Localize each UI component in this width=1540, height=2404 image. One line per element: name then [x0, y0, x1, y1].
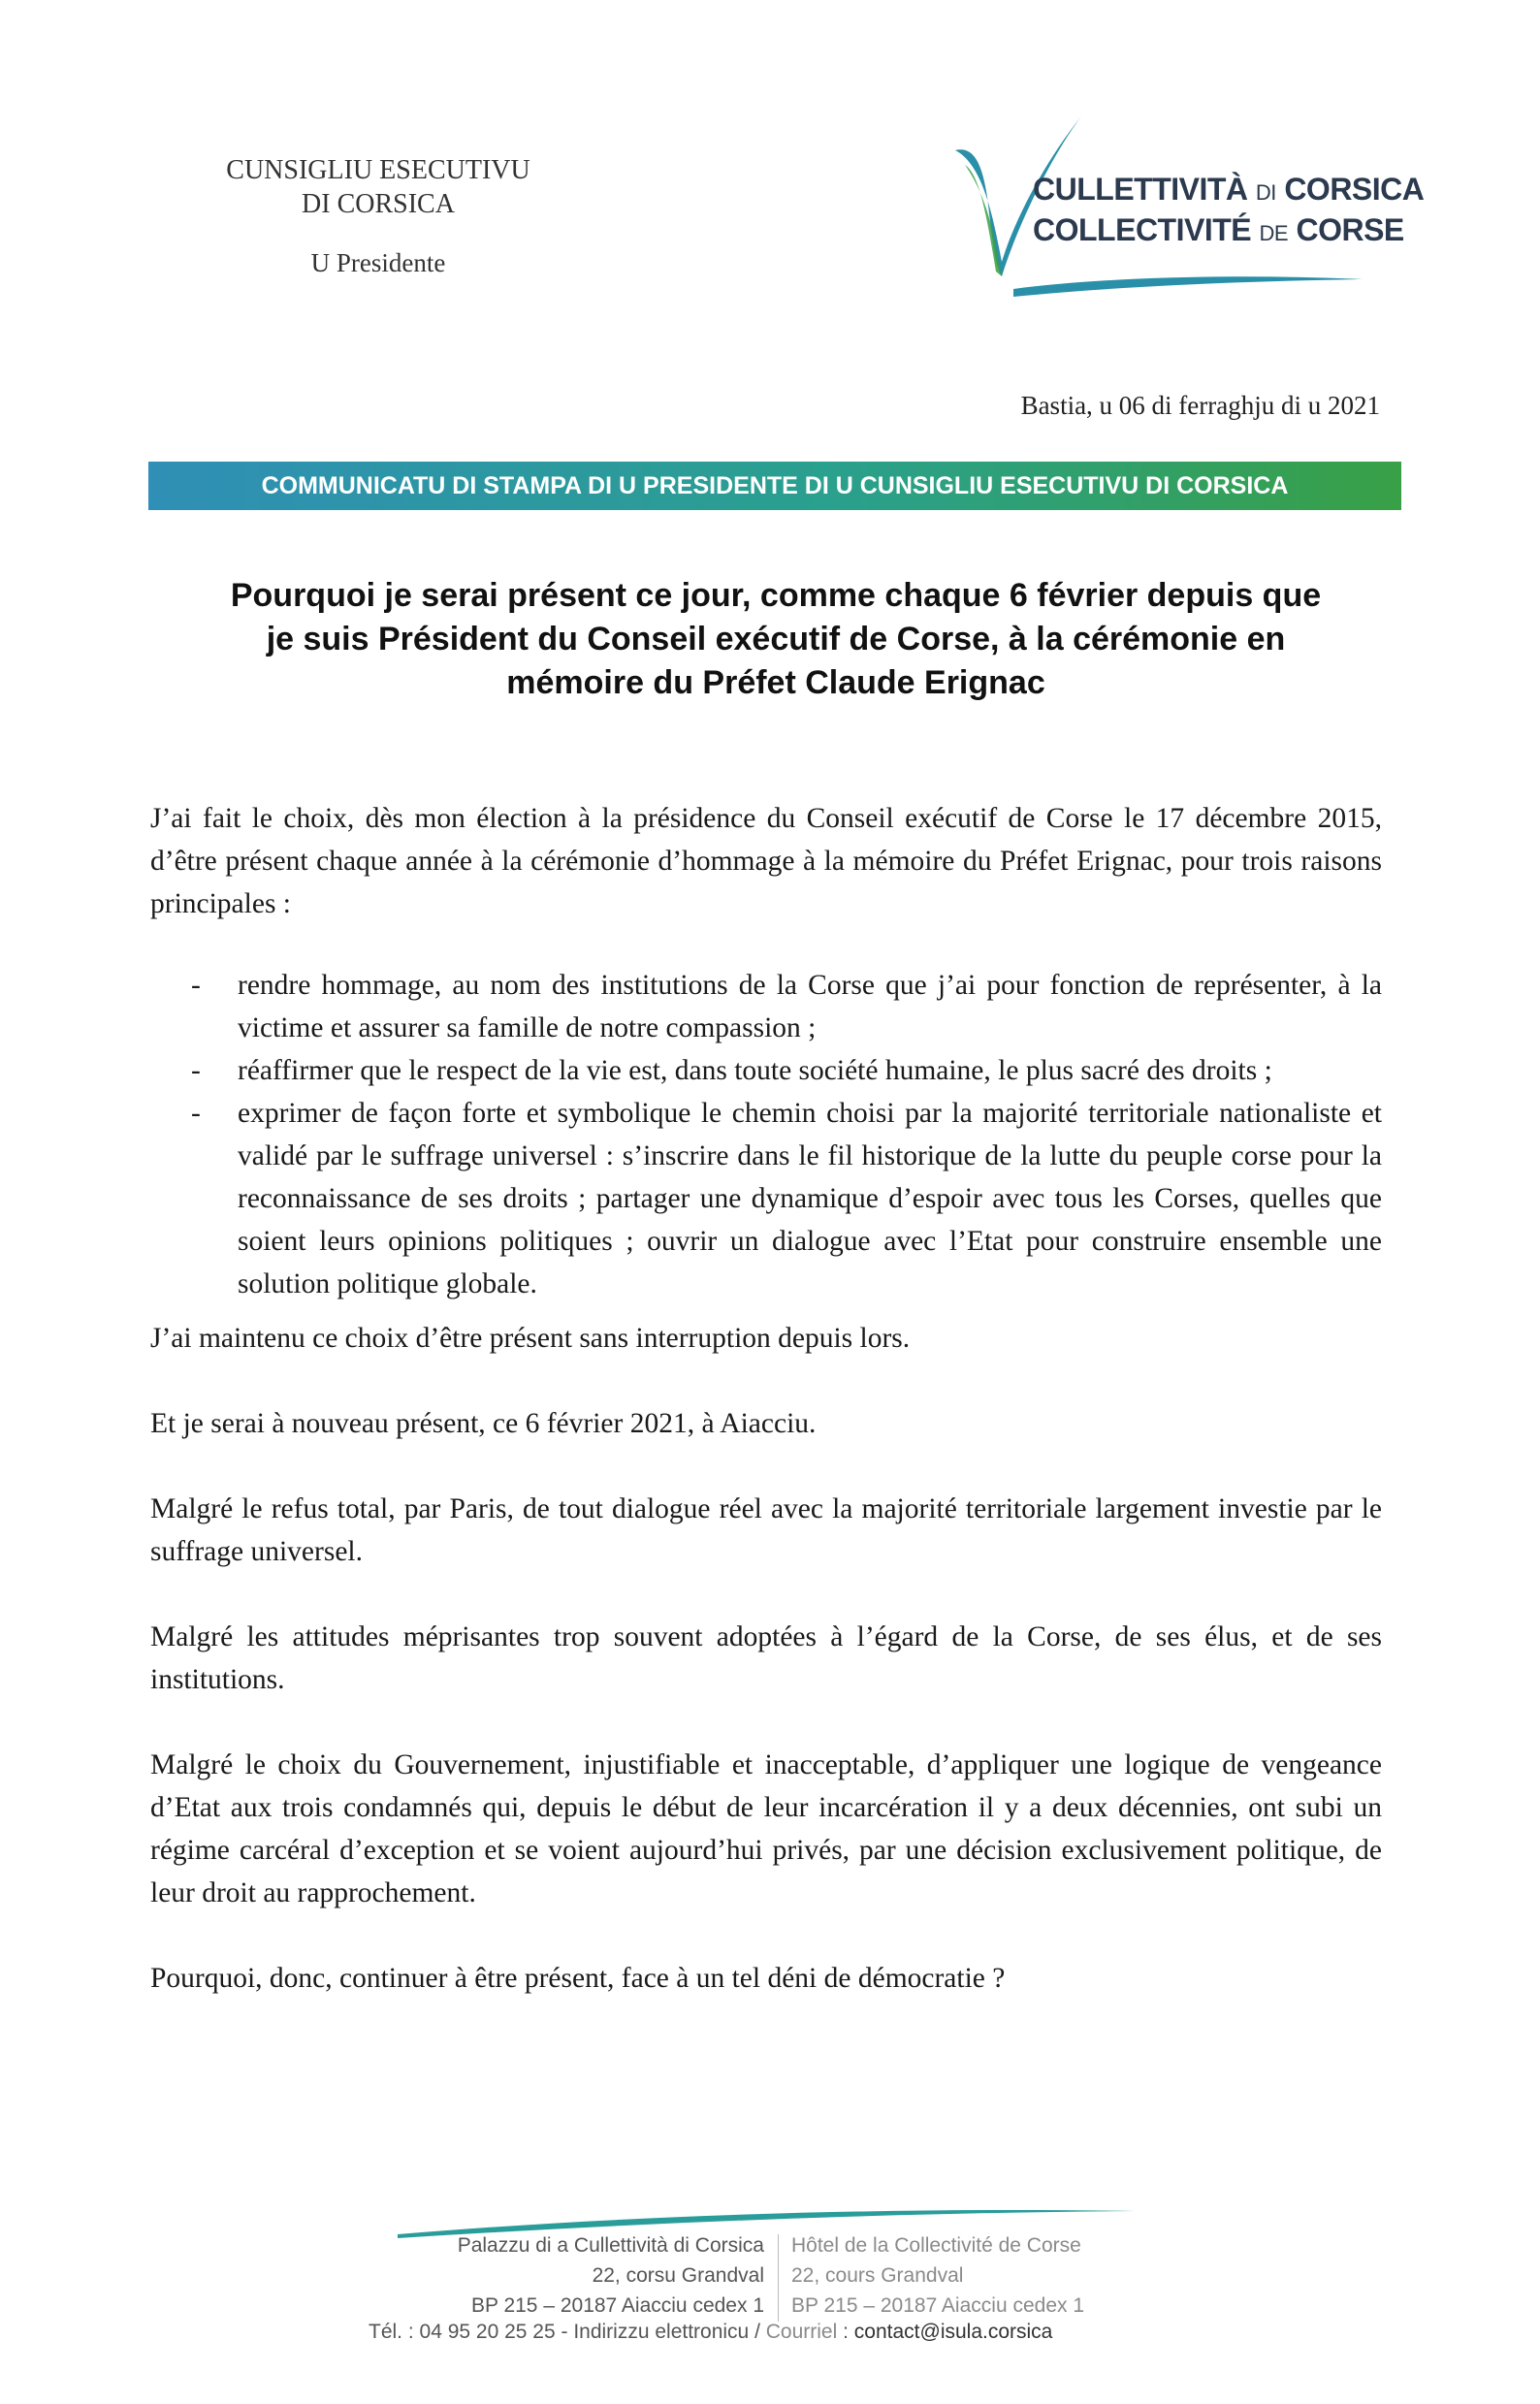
footer-email-label-french: Courriel [765, 2321, 838, 2343]
footer-right-line-2: 22, cours Grandval [791, 2264, 964, 2287]
bullet-dash: - [191, 1055, 201, 1086]
reasons-list [150, 964, 1382, 1305]
footer-email-label-corsican: Indirizzu elettronicu [573, 2321, 750, 2343]
footer-right-line-1: Hôtel de la Collectivité de Corse [791, 2234, 1081, 2257]
headline-line-2: je suis Président du Conseil exécutif de Corse, à la cérémonie en [266, 621, 1286, 657]
logo-word: COLLECTIVITÉ [1033, 212, 1252, 247]
logo-word: CULLETTIVITÀ [1033, 172, 1248, 207]
footer-separator: - [555, 2321, 574, 2343]
paragraph: Et je serai à nouveau présent, ce 6 février 2021, à Aiacciu. [150, 1408, 817, 1439]
headline-line-3: mémoire du Préfet Claude Erignac [506, 664, 1045, 701]
executive-council-header [194, 153, 562, 280]
footer-address-french [791, 2230, 1276, 2321]
paragraph: Malgré les attitudes méprisantes trop souvent adoptées à l’égard de la Corse, de ses élus, et de ses institutions. [150, 1621, 1382, 1695]
footer-address-corsican [369, 2230, 764, 2321]
paragraph: Malgré le refus total, par Paris, de tout dialogue réel avec la majorité territoriale largement investie par le suffrage universel. [150, 1493, 1382, 1567]
list-item-text: rendre hommage, au nom des institutions de la Corse que j’ai pour fonction de représenter, à la victime et assurer sa famille de notre compassion ; [238, 970, 1382, 1043]
body-text [150, 797, 1382, 2000]
date-line: Bastia, u 06 di ferraghju di u 2021 [1020, 391, 1380, 420]
logo-word: DE [1259, 221, 1289, 245]
list-item [150, 964, 1382, 1049]
list-item [150, 1049, 1382, 1092]
logo-word: CORSE [1296, 212, 1404, 247]
footer-divider [778, 2234, 779, 2322]
headline-line-1: Pourquoi je serai présent ce jour, comme chaque 6 février depuis que [230, 577, 1322, 614]
paragraph: Malgré le choix du Gouvernement, injustifiable et inacceptable, d’appliquer une logique de vengeance d’Etat aux trois condamnés qui, depuis le début de leur incarcération il y a deux décennies, ont subi un régime carcéral d’exception et se voient aujourd’hui privés, par une décision exclusivement politique, de leur droit au rapprochement. [150, 1749, 1382, 1908]
footer-left-line-2: 22, corsu Grandval [592, 2264, 764, 2287]
headline [145, 574, 1406, 705]
logo-line-corsican [1033, 171, 1424, 211]
logo-word: DI [1255, 180, 1276, 205]
footer-slash: / [749, 2321, 766, 2343]
logo-wordmark [1033, 171, 1424, 252]
footer-colon: : [837, 2321, 854, 2343]
footer-left-line-1: Palazzu di a Cullettività di Corsica [457, 2234, 764, 2257]
press-release-banner [148, 462, 1401, 510]
intro-paragraph: J’ai fait le choix, dès mon élection à la présidence du Conseil exécutif de Corse le 17 décembre 2015, d’être présent chaque année à la cérémonie d’hommage à la mémoire du Préfet Erignac, pour trois raisons principales : [150, 803, 1382, 919]
collectivite-de-corse-logo [946, 107, 1425, 320]
header-line-2: DI CORSICA [302, 189, 455, 219]
header-president: U Presidente [310, 248, 446, 277]
logo-line-french [1033, 211, 1424, 252]
list-item [150, 1092, 1382, 1305]
footer-contact [369, 2321, 1241, 2344]
footer-left-line-3: BP 215 – 20187 Aiacciu cedex 1 [470, 2294, 764, 2317]
paragraph: Pourquoi, donc, continuer à être présent, face à un tel déni de démocratie ? [150, 1963, 1006, 1994]
header-line-1: CUNSIGLIU ESECUTIVU [226, 155, 530, 185]
footer-phone: Tél. : 04 95 20 25 25 [369, 2321, 556, 2343]
footer-email-link[interactable]: contact@isula.corsica [853, 2321, 1053, 2343]
paragraph: J’ai maintenu ce choix d’être présent sans interruption depuis lors. [150, 1323, 911, 1354]
banner-text: COMMUNICATU DI STAMPA DI U PRESIDENTE DI U CUNSIGLIU ESECUTIVU DI CORSICA [261, 471, 1289, 499]
bullet-dash: - [191, 1098, 201, 1129]
footer-right-line-3: BP 215 – 20187 Aiacciu cedex 1 [791, 2294, 1085, 2317]
list-item-text: exprimer de façon forte et symbolique le chemin choisi par la majorité territoriale nationaliste et validé par le suffrage universel : s’inscrire dans le fil historique de la lutte du peuple corse pour la reconnaissance de ses droits ; partager une dynamique d’espoir avec tous les Corses, quelles que soient leurs opinions politiques ; ouvrir un dialogue avec l’Etat pour construire ensemble une solution politique globale. [238, 1098, 1382, 1299]
logo-word: CORSICA [1284, 172, 1425, 207]
bullet-dash: - [191, 970, 201, 1001]
list-item-text: réaffirmer que le respect de la vie est, dans toute société humaine, le plus sacré des droits ; [238, 1055, 1272, 1086]
